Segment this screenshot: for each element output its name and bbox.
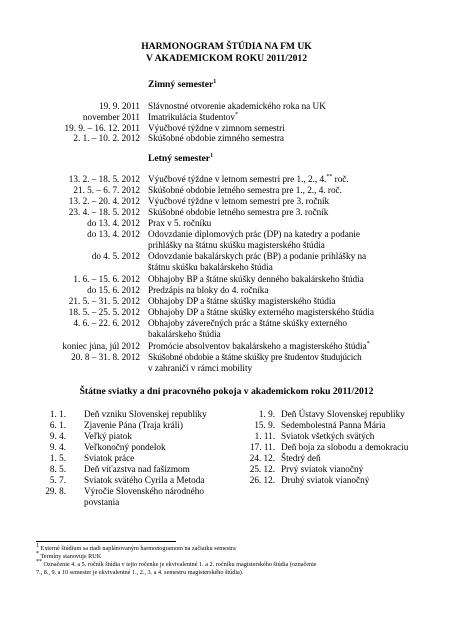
footnote-text: Externé štúdium sa riadi naplánovaným harmonogramom na začiatku semestra: [39, 545, 236, 552]
schedule-text: Obhajoby DP a štátne skúšky magisterského štúdia: [148, 296, 336, 306]
schedule-date: 23. 4. – 18. 5. 2012: [68, 207, 140, 217]
schedule-text: v zahraničí v rámci mobility: [148, 363, 253, 373]
schedule-text: Skúšobné obdobie a štátne skúšky pre študentov študujúcich: [148, 352, 362, 362]
holiday-date: 1. 9.: [258, 409, 275, 419]
schedule-text: Prax v 5. ročníku: [148, 218, 212, 228]
schedule-date: 19. 9. 2011: [98, 101, 140, 111]
holiday-name: Zjavenie Pána (Traja králi): [84, 420, 183, 430]
schedule-text: Skúšobné obdobie zimného semestra: [148, 133, 285, 143]
holiday-name: Deň víťazstva nad fašizmom: [84, 464, 190, 474]
holiday-date: 1. 1.: [49, 409, 66, 419]
summer-heading-text: Letný semester: [148, 153, 211, 164]
schedule-text: Slávnostné otvorenie akademického roka na UK: [148, 101, 326, 111]
holiday-name: Sviatok svätého Cyrila a Metoda: [84, 475, 205, 485]
footnote: [36, 542, 421, 552]
document-title: HARMONOGRAM ŠTÚDIA NA FM UK: [141, 41, 312, 52]
schedule-date: 21. 5. – 6. 7. 2012: [73, 185, 140, 195]
document-subtitle: V AKADEMICKOM ROKU 2011/2012: [145, 53, 308, 64]
schedule-date: 2. 1. – 10. 2. 2012: [73, 133, 140, 143]
schedule-text: Predzápis na bloky do 4. ročníka: [148, 285, 269, 295]
footnote-continuation: 7., 8., 9. a 10 semester je ekvivalentné 1., 2., 3. a 4. semestru magisterského štúdia).: [36, 569, 244, 576]
footnote: [36, 550, 421, 560]
holiday-name: Veľký piatok: [84, 431, 132, 441]
holiday-date: 1. 5.: [49, 453, 66, 463]
schedule-date: do 15. 6. 2012: [87, 285, 140, 295]
schedule-text: Skúšobné obdobie letného semestra pre 3. ročník: [148, 207, 329, 217]
schedule-text: Obhajoby záverečných prác a štátne skúšky externého: [148, 318, 347, 328]
schedule-date: november 2011: [82, 112, 140, 122]
schedule-text-wrap: [148, 174, 408, 184]
holiday-name: Sviatok práce: [84, 453, 135, 463]
footnote-mark: **: [36, 558, 42, 565]
holiday-name: Druhý sviatok vianočný: [281, 475, 370, 485]
schedule-mark: **: [326, 173, 333, 180]
holiday-name: Prvý sviatok vianočný: [281, 464, 364, 474]
schedule-text: Výučbové týždne v zimnom semestri: [148, 123, 285, 133]
schedule-date: 13. 2. – 20. 4. 2012: [68, 196, 140, 206]
schedule-text-after: roč.: [332, 174, 349, 184]
holiday-date: 25. 12.: [249, 464, 275, 474]
schedule-date: do 13. 4. 2012: [87, 229, 140, 239]
schedule-text: Odovzdanie bakalárskych prác (BP) a podanie prihlášky na: [148, 251, 367, 261]
schedule-date: 1. 6. – 15. 6. 2012: [73, 274, 140, 284]
holiday-name: Deň vzniku Slovenskej republiky: [84, 409, 207, 419]
schedule-date: do 4. 5. 2012: [91, 251, 140, 261]
schedule-date: 4. 6. – 22. 6. 2012: [73, 318, 140, 328]
schedule-text: Obhajoby BP a štátne skúšky denného bakalárskeho štúdia: [148, 274, 364, 284]
winter-semester-heading: [148, 79, 216, 90]
holiday-name: Deň Ústavy Slovenskej republiky: [281, 409, 405, 419]
schedule-date: do 13. 4. 2012: [87, 218, 140, 228]
winter-heading-mark: 1: [213, 78, 217, 85]
holiday-name: Deň boja za slobodu a demokraciu: [281, 442, 409, 452]
schedule-text: Odovzdanie diplomových prác (DP) na katedry a podanie: [148, 229, 361, 239]
holiday-name: Štedrý deň: [281, 453, 321, 463]
holiday-date: 17. 11.: [250, 442, 275, 452]
holiday-name: Výročie Slovenského národného: [84, 486, 204, 496]
holiday-date: 15. 9.: [254, 420, 275, 430]
holiday-name: Sviatok všetkých svätých: [281, 431, 375, 441]
footnote-text: Označenie 4. a 5. ročník štúdia v tejto ročenke je ekvivalentné 1. a 2. ročníku magisterského štúdia (označenie: [42, 561, 317, 568]
holiday-date: 24. 12.: [249, 453, 275, 463]
schedule-date: 19. 9. – 16. 12. 2011: [64, 123, 140, 133]
holiday-date: 5. 7.: [49, 475, 66, 485]
schedule-text: prihlášky na štátnu skúšku magisterského štúdia: [148, 240, 325, 250]
schedule-text-wrap: [148, 341, 408, 351]
holiday-name: Veľkonočný pondelok: [84, 442, 166, 452]
holiday-date: 9. 4.: [49, 431, 66, 441]
holidays-heading: Štátne sviatky a dni pracovného pokoja v akademickom roku 2011/2012: [79, 386, 374, 397]
schedule-text: Skúšobné obdobie letného semestra pre 1., 2., 4. roč.: [148, 185, 342, 195]
schedule-text-wrap: [148, 112, 408, 122]
schedule-date: koniec júna, júl 2012: [62, 341, 140, 351]
schedule-text: Výučbové týždne v letnom semestri pre 3. ročník: [148, 196, 330, 206]
schedule-text: Výučbové týždne v letnom semestri pre 1., 2., 4.: [148, 174, 327, 184]
summer-heading-mark: 1: [210, 152, 214, 159]
holiday-name: povstania: [84, 497, 120, 507]
schedule-date: 21. 5. – 31. 5. 2012: [68, 296, 140, 306]
schedule-text: Promócie absolventov bakalárskeho a magisterského štúdia: [148, 341, 367, 351]
holiday-date: 29. 8.: [45, 486, 66, 496]
schedule-mark: *: [235, 111, 238, 118]
schedule-text: Imatrikulácia študentov: [148, 112, 235, 122]
schedule-date: 13. 2. – 18. 5. 2012: [68, 174, 140, 184]
schedule-date: 18. 5. – 25. 5. 2012: [68, 307, 140, 317]
footnote: [36, 558, 421, 568]
summer-semester-heading: [148, 153, 213, 164]
footnote-mark: 1: [36, 542, 39, 549]
schedule-mark: *: [366, 340, 370, 347]
holiday-date: 8. 5.: [49, 464, 66, 474]
footnote-separator: [36, 541, 176, 542]
schedule-date: 20. 8 – 31. 8. 2012: [71, 352, 140, 362]
footnote-mark: *: [36, 550, 39, 557]
footnote-text: Termíny stanovuje RUK: [39, 553, 102, 560]
holiday-date: 6. 1.: [49, 420, 66, 430]
holiday-name: Sedembolestná Panna Mária: [281, 420, 386, 430]
holiday-date: 1. 11.: [254, 431, 275, 441]
holiday-date: 26. 12.: [249, 475, 275, 485]
holiday-date: 9. 4.: [49, 442, 66, 452]
schedule-text: štátnu skúšku bakalárskeho štúdia: [148, 262, 273, 272]
schedule-text: Obhajoby DP a štátne skúšky externého magisterského štúdia: [148, 307, 374, 317]
winter-heading-text: Zimný semester: [148, 79, 214, 90]
schedule-text: bakalárskeho štúdia: [148, 329, 221, 339]
